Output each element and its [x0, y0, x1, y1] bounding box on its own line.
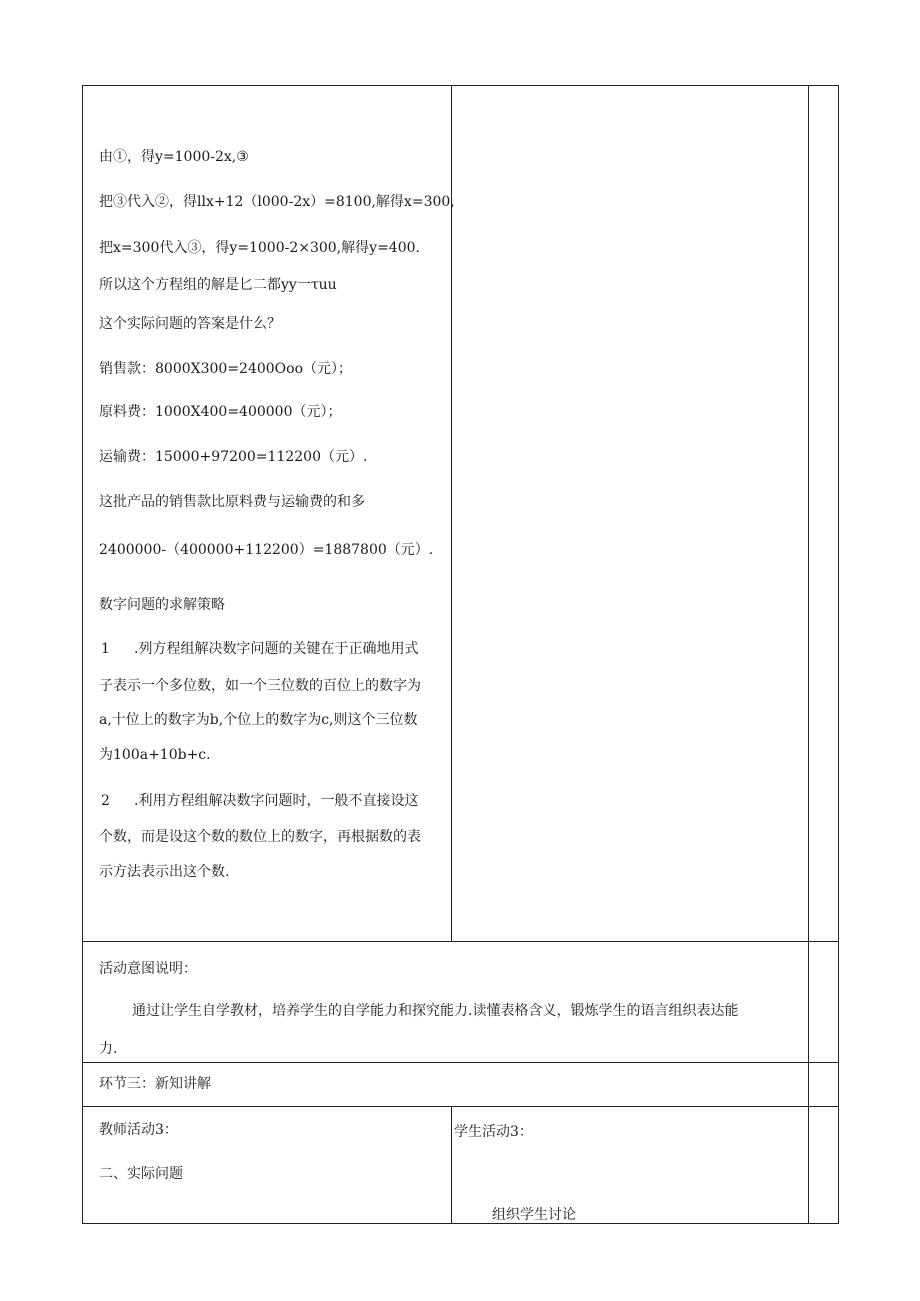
- strategy-text: 子表示一个多位数，如一个三位数的百位上的数字为: [99, 678, 421, 694]
- comparison-line: 这批产品的销售款比原料费与运输费的和多: [99, 494, 365, 510]
- middle-column-line-top: [451, 85, 452, 942]
- row-divider-3: [82, 1106, 839, 1107]
- strategy-text: 个数，而是设这个数的数位上的数字，再根据数的表: [99, 829, 421, 845]
- intent-text: 力.: [99, 1041, 118, 1057]
- strategy-text: 示方法表示出这个数.: [99, 864, 230, 880]
- inner-right-column-line: [808, 85, 809, 1224]
- strategy-text: 为100a+10b+c.: [99, 747, 211, 763]
- student-activity-label: 学生活动3：: [454, 1124, 533, 1140]
- table-bottom-border: [82, 1223, 839, 1224]
- intent-label: 活动意图说明：: [99, 961, 197, 977]
- material-cost-line: 原料费：1000X400=400000（元）；: [99, 404, 342, 420]
- strategy-number: 1: [101, 641, 110, 657]
- table-right-border: [838, 85, 839, 1224]
- teacher-activity-label: 教师活动3：: [99, 1122, 178, 1138]
- row-divider-1: [82, 941, 839, 942]
- strategy-text: a,十位上的数字为b,个位上的数字为c,则这个三位数: [99, 712, 418, 728]
- question-line: 这个实际问题的答案是什么？: [99, 316, 281, 332]
- equation-line: 所以这个方程组的解是匕二都yy一τuu: [99, 277, 337, 293]
- student-activity-item: 组织学生讨论: [492, 1207, 576, 1223]
- result-line: 2400000-（400000+112200）=1887800（元）.: [99, 542, 434, 558]
- sales-line: 销售款：8000X300=2400Ooo（元）；: [99, 361, 353, 377]
- strategy-number: 2: [101, 793, 110, 809]
- equation-line: 把③代入②，得llx+12（l000-2x）=8100,解得x=300,: [99, 194, 455, 210]
- table-top-border: [82, 85, 839, 86]
- table-left-border: [82, 85, 83, 1224]
- intent-text: 通过让学生自学教材，培养学生的自学能力和探究能力.读懂表格含义，锻炼学生的语言组织表达能: [132, 1003, 739, 1019]
- strategy-text: .利用方程组解决数字问题时，一般不直接设这: [134, 793, 419, 809]
- transport-cost-line: 运输费：15000+97200=112200（元）.: [99, 449, 368, 465]
- equation-line: 由①，得y=1000-2x,③: [99, 149, 249, 165]
- teacher-activity-item: 二、实际问题: [99, 1166, 183, 1182]
- row-divider-2: [82, 1062, 839, 1063]
- strategy-heading: 数字问题的求解策略: [99, 597, 225, 613]
- middle-column-line-bottom: [451, 1106, 452, 1224]
- strategy-text: .列方程组解决数字问题的关键在于正确地用式: [134, 641, 419, 657]
- equation-line: 把x=300代入③，得y=1000-2×300,解得y=400.: [99, 240, 420, 256]
- section-label: 环节三：新知讲解: [99, 1076, 211, 1092]
